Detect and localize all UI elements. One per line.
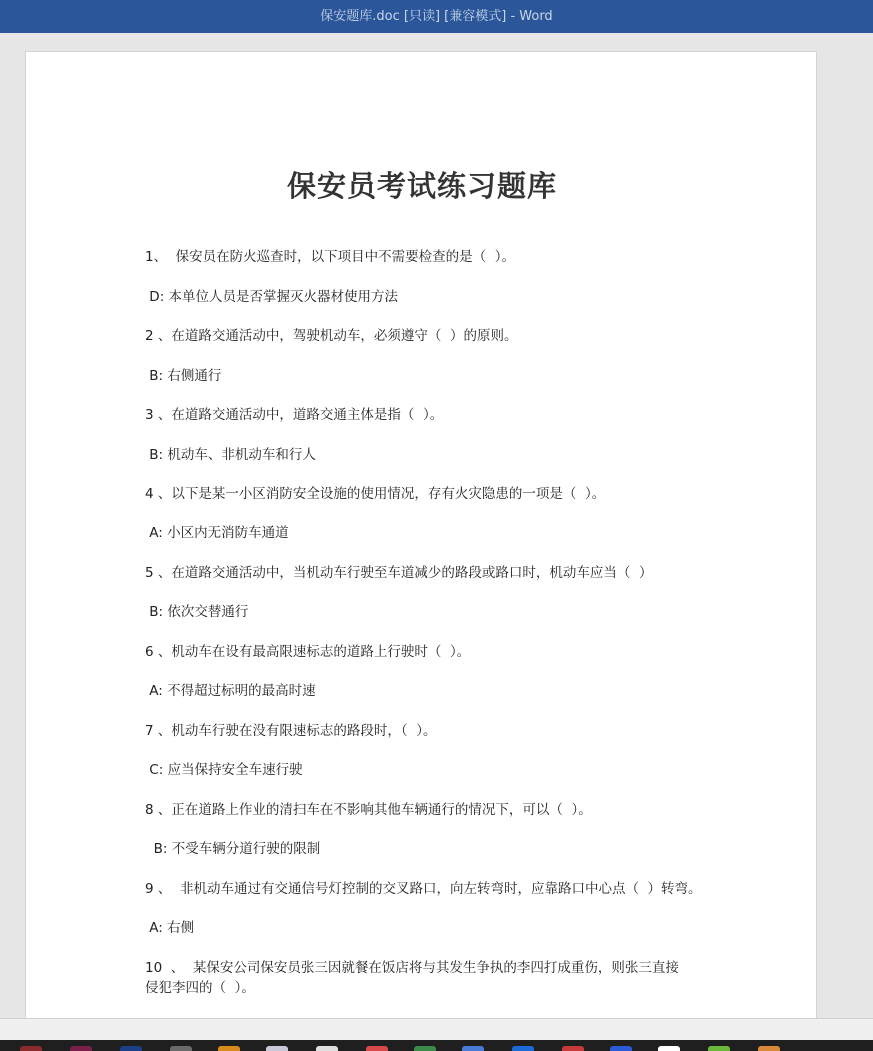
answer-4: A: 小区内无消防车通道: [145, 525, 289, 541]
question-2: 2 、在道路交通活动中，驾驶机动车，必须遵守（ ）的原则。: [145, 328, 518, 344]
taskbar-app-icon[interactable]: [512, 1046, 534, 1051]
answer-9: A: 右侧: [145, 920, 195, 936]
question-7: 7 、机动车行驶在没有限速标志的路段时，（ ）。: [145, 723, 437, 739]
answer-7: C: 应当保持安全车速行驶: [145, 762, 303, 778]
question-1: 1、 保安员在防火巡查时，以下项目中不需要检查的是（ ）。: [145, 249, 516, 265]
answer-5: B: 依次交替通行: [145, 604, 249, 620]
document-page[interactable]: [25, 51, 817, 1051]
taskbar-app-icon[interactable]: [70, 1046, 92, 1051]
taskbar-app-icon[interactable]: [20, 1046, 42, 1051]
answer-8: B: 不受车辆分道行驶的限制: [145, 841, 321, 857]
question-5: 5 、在道路交通活动中，当机动车行驶至车道减少的路段或路口时，机动车应当（ ）: [145, 565, 653, 581]
taskbar-app-icon[interactable]: [562, 1046, 584, 1051]
question-8: 8 、正在道路上作业的清扫车在不影响其他车辆通行的情况下，可以（ ）。: [145, 802, 592, 818]
taskbar-app-icon[interactable]: [658, 1046, 680, 1051]
question-10: 10 、 某保安公司保安员张三因就餐在饭店将与其发生争执的李四打成重伤，则张三直接 侵犯李四的（ ）。: [145, 960, 679, 996]
taskbar-app-icon[interactable]: [414, 1046, 436, 1051]
answer-3: B: 机动车、非机动车和行人: [145, 447, 316, 463]
document-workspace[interactable]: [0, 33, 873, 1018]
answer-1: D: 本单位人员是否掌握灭火器材使用方法: [145, 289, 399, 305]
window-titlebar: [0, 0, 873, 33]
answer-2: B: 右侧通行: [145, 368, 222, 384]
taskbar-app-icon[interactable]: [266, 1046, 288, 1051]
taskbar-app-icon[interactable]: [610, 1046, 632, 1051]
taskbar-app-icon[interactable]: [462, 1046, 484, 1051]
window-title: 保安题库.doc [只读] [兼容模式] - Word: [320, 9, 553, 24]
taskbar-app-icon[interactable]: [708, 1046, 730, 1051]
question-9: 9 、 非机动车通过有交通信号灯控制的交叉路口，向左转弯时，应靠路口中心点（ ）转弯。: [145, 881, 702, 897]
question-3: 3 、在道路交通活动中，道路交通主体是指（ ）。: [145, 407, 444, 423]
taskbar-app-icon[interactable]: [218, 1046, 240, 1051]
taskbar: [0, 1040, 873, 1051]
taskbar-app-icon[interactable]: [120, 1046, 142, 1051]
question-6: 6 、机动车在设有最高限速标志的道路上行驶时（ ）。: [145, 644, 471, 660]
taskbar-app-icon[interactable]: [758, 1046, 780, 1051]
taskbar-app-icon[interactable]: [316, 1046, 338, 1051]
taskbar-app-icon[interactable]: [366, 1046, 388, 1051]
document-title: 保安员考试练习题库: [286, 169, 557, 203]
taskbar-app-icon[interactable]: [170, 1046, 192, 1051]
status-bar: [0, 1018, 873, 1041]
question-4: 4 、以下是某一小区消防安全设施的使用情况，存有火灾隐患的一项是（ ）。: [145, 486, 606, 502]
answer-6: A: 不得超过标明的最高时速: [145, 683, 316, 699]
